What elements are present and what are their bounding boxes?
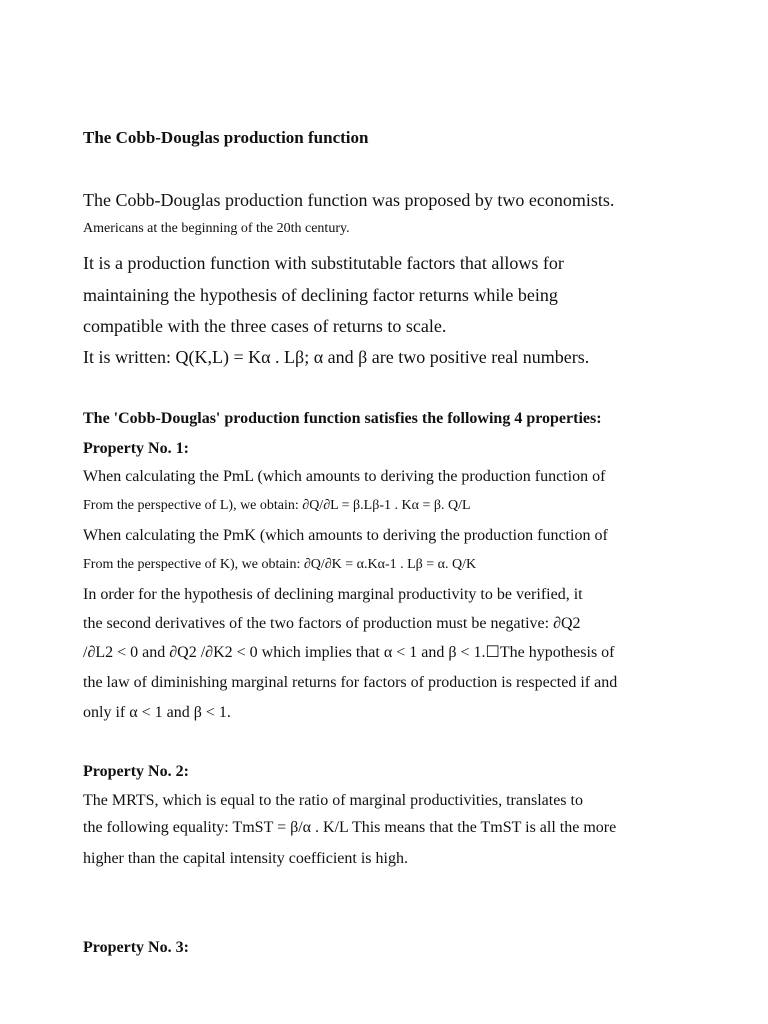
property-2-line: The MRTS, which is equal to the ratio of marginal productivities, translates to [83,792,583,809]
property-2-line: higher than the capital intensity coefficient is high. [83,850,408,867]
property-1-line: the second derivatives of the two factors of production must be negative: ∂Q2 [83,615,581,632]
page-title: The Cobb-Douglas production function [83,128,369,147]
intro-line-6: It is written: Q(K,L) = Kα . Lβ; α and β are two positive real numbers. [83,347,590,367]
intro-line-4: maintaining the hypothesis of declining factor returns while being [83,285,558,305]
properties-heading: The 'Cobb-Douglas' production function satisfies the following 4 properties: [83,410,602,427]
property-2-heading: Property No. 2: [83,763,189,780]
intro-line-1: The Cobb-Douglas production function was proposed by two economists. [83,190,615,210]
property-3-heading: Property No. 3: [83,939,189,956]
property-1-line: When calculating the PmL (which amounts to deriving the production function of [83,468,606,485]
property-1-line: In order for the hypothesis of declining marginal productivity to be verified, it [83,586,583,603]
property-1-line: From the perspective of K), we obtain: ∂Q/∂K = α.Kα-1 . Lβ = α. Q/K [83,557,477,572]
property-1-line: /∂L2 < 0 and ∂Q2 /∂K2 < 0 which implies that α < 1 and β < 1.☐The hypothesis of [83,644,615,661]
intro-line-5: compatible with the three cases of returns to scale. [83,316,447,336]
intro-line-2: Americans at the beginning of the 20th century. [83,221,350,236]
property-1-line: only if α < 1 and β < 1. [83,704,231,721]
property-1-heading: Property No. 1: [83,440,189,457]
intro-line-3: It is a production function with substitutable factors that allows for [83,253,564,273]
property-1-line: From the perspective of L), we obtain: ∂Q/∂L = β.Lβ-1 . Kα = β. Q/L [83,498,471,513]
property-1-line: When calculating the PmK (which amounts to deriving the production function of [83,527,608,544]
property-1-line: the law of diminishing marginal returns for factors of production is respected if and [83,674,618,691]
property-2-line: the following equality: TmST = β/α . K/L This means that the TmST is all the more [83,819,617,836]
